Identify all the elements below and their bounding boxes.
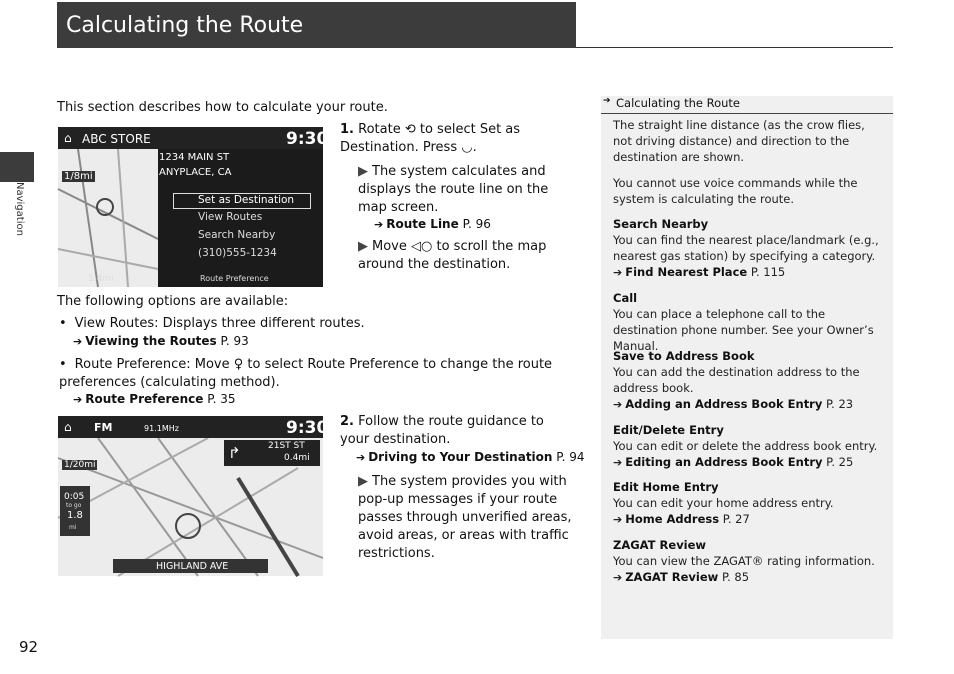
section-edit-delete	[613, 422, 881, 471]
ref-arrow-icon: ➔	[73, 393, 83, 406]
section-ref-label[interactable]: Editing an Address Book Entry	[625, 455, 823, 469]
screen2-time: 9:30	[286, 418, 329, 438]
screen1-time: 9:30	[286, 129, 329, 149]
eta-time: 0:05	[64, 492, 85, 502]
section-ref-label[interactable]: Home Address	[625, 512, 720, 526]
menu-call-number[interactable]: (310)555-1234	[198, 247, 277, 259]
bullet-dot: •	[59, 357, 67, 372]
nav-screen-destination	[58, 127, 329, 287]
step2	[340, 413, 572, 449]
section-title: Edit Home Entry	[613, 480, 719, 494]
ref-driving-label[interactable]: Driving to Your Destination	[368, 450, 553, 464]
ref-viewing-routes-label[interactable]: Viewing the Routes	[85, 334, 217, 348]
section-ref-label[interactable]: Adding an Address Book Entry	[625, 397, 823, 411]
menu-search-nearby[interactable]: Search Nearby	[198, 229, 276, 241]
menu-view-routes[interactable]: View Routes	[198, 211, 263, 223]
title-rule	[576, 47, 893, 48]
eta-distance: 1.8	[67, 510, 83, 521]
option-view-routes	[59, 315, 559, 333]
step1-text-a: Rotate	[358, 122, 401, 137]
section-ref-label[interactable]: ZAGAT Review	[625, 570, 719, 584]
ref-route-preference-page[interactable]: P. 35	[207, 392, 236, 406]
triangle-bullet-icon: ▶	[358, 474, 368, 489]
ref-driving-destination[interactable]	[356, 450, 585, 464]
screen2-scale: 1/20mi	[64, 460, 96, 470]
ref-arrow-icon: ➔	[356, 451, 366, 464]
section-ref[interactable]	[613, 570, 749, 584]
step1: 1. Rotate ⟲ to select Set as Destination. Press ◡.	[340, 122, 521, 155]
screen1-distance: 1.4mi	[88, 274, 114, 284]
step1-text-c: . Press	[414, 140, 458, 155]
ref-arrow-icon: ➔	[613, 513, 623, 526]
option-route-preference-desc-b: to select	[247, 357, 304, 372]
section-save-address-book	[613, 348, 881, 413]
title-bar	[57, 2, 576, 48]
section-body: You can add the destination address to the address book.	[613, 365, 860, 395]
section-edit-home	[613, 479, 881, 528]
step2-bullet	[358, 473, 574, 563]
option-route-preference	[59, 356, 559, 392]
scroll-dial-icon: ◁○	[411, 239, 433, 254]
ref-arrow-icon: ➔	[73, 335, 83, 348]
ref-arrow-icon: ➔	[613, 266, 623, 279]
triangle-bullet-icon: ▶	[358, 164, 368, 179]
home-icon: ⌂	[64, 131, 72, 145]
section-body: You can edit your home address entry.	[613, 496, 834, 510]
section-title: Save to Address Book	[613, 349, 755, 363]
screen2-dist: 0.4mi	[284, 453, 310, 463]
section-title: Edit/Delete Entry	[613, 423, 724, 437]
step1-bold: Set as Destination	[340, 122, 521, 155]
move-dial-icon: ♀	[233, 357, 244, 372]
sidebar-arrow-icon: ➔	[603, 96, 611, 106]
ref-arrow-icon: ➔	[613, 571, 623, 584]
step1-number: 1.	[340, 122, 354, 137]
map-roads	[58, 149, 158, 287]
section-body: You can view the ZAGAT® rating information.	[613, 554, 875, 568]
section-title: Call	[613, 291, 638, 305]
sidebar-heading-text: Calculating the Route	[616, 96, 740, 110]
section-ref[interactable]	[613, 455, 853, 469]
section-ref-page[interactable]: P. 85	[721, 570, 750, 584]
address-line1: 1234 MAIN ST	[159, 152, 230, 163]
triangle-bullet-icon: ▶	[358, 239, 368, 254]
screen1-scale: 1/8mi	[64, 171, 93, 182]
section-body: You can place a telephone call to the destination phone number. See your Owner’s Manual.	[613, 307, 874, 353]
section-call	[613, 290, 881, 354]
section-zagat	[613, 537, 881, 586]
section-ref[interactable]	[613, 397, 853, 411]
nav-screen-guidance	[58, 416, 329, 576]
screen2-band: FM	[94, 421, 113, 434]
step1-text-b: to select	[419, 122, 476, 137]
section-ref-label[interactable]: Find Nearest Place	[625, 265, 748, 279]
screen1-store: ABC STORE	[82, 132, 151, 146]
side-tab-label: Navigation	[14, 182, 25, 236]
step1-bullet2-text-a: Move	[372, 239, 407, 254]
map-area	[58, 149, 158, 287]
ref-route-line-page[interactable]: P. 96	[462, 217, 491, 231]
options-intro: The following options are available:	[57, 294, 289, 309]
ref-route-preference-label[interactable]: Route Preference	[85, 392, 204, 406]
section-ref-page[interactable]: P. 25	[826, 455, 854, 469]
option-view-routes-label: View Routes	[74, 316, 155, 331]
turn-arrow-icon: ↱	[228, 444, 241, 462]
section-title: Search Nearby	[613, 217, 709, 231]
option-route-preference-label: Route Preference	[74, 357, 187, 372]
ref-viewing-routes-page[interactable]: P. 93	[220, 334, 249, 348]
option-view-routes-desc: : Displays three different routes.	[154, 316, 365, 331]
ref-driving-page[interactable]: P. 94	[556, 450, 585, 464]
option-route-preference-bold: Route Preference	[307, 357, 419, 372]
step1-bullet2	[358, 238, 572, 274]
home-icon: ⌂	[64, 420, 72, 434]
side-tab	[0, 152, 34, 182]
step2-number: 2.	[340, 414, 354, 429]
ref-arrow-icon: ➔	[613, 456, 623, 469]
eta-unit: mi	[69, 524, 77, 531]
section-body: You can find the nearest place/landmark (e.g., nearest gas station) by specifying a category.	[613, 233, 879, 263]
ref-arrow-icon: ➔	[374, 218, 384, 231]
step2-bullet-text: The system provides you with pop-up messages if your route passes through unverified areas, avoid areas, or areas with traffic restrictions.	[358, 474, 572, 561]
press-dial-icon: ◡	[461, 140, 473, 155]
sidebar-p2: You cannot use voice commands while the system is calculating the route.	[613, 176, 858, 206]
screen2-street: 21ST ST	[268, 441, 305, 451]
section-ref-page[interactable]: P. 23	[826, 397, 854, 411]
section-ref[interactable]	[613, 265, 785, 279]
step2-text: Follow the route guidance to your destination.	[340, 414, 544, 447]
section-ref-page[interactable]: P. 115	[750, 265, 786, 279]
step1-bullet1-text: The system calculates and displays the route line on the map screen.	[358, 164, 549, 215]
screen2-bottom-street: HIGHLAND AVE	[156, 561, 229, 572]
section-body: You can edit or delete the address book entry.	[613, 439, 878, 453]
step1-bullet1	[358, 163, 572, 217]
menu-set-as-destination[interactable]: Set as Destination	[198, 194, 295, 206]
section-ref[interactable]	[613, 512, 750, 526]
address-line2: ANYPLACE, CA	[159, 167, 232, 178]
ref-route-preference[interactable]	[73, 392, 235, 406]
ref-arrow-icon: ➔	[613, 398, 623, 411]
route-preference-footer[interactable]: Route Preference	[200, 274, 269, 283]
ref-viewing-routes[interactable]	[73, 334, 249, 348]
ref-route-line-label[interactable]: Route Line	[386, 217, 459, 231]
option-route-preference-desc-a: : Move	[186, 357, 230, 372]
eta-label: to go	[66, 502, 82, 509]
sidebar-heading	[601, 96, 893, 114]
section-ref-page[interactable]: P. 27	[722, 512, 750, 526]
step1-bullet2-text-b: to scroll the map around the destination.	[358, 239, 547, 272]
intro-text: This section describes how to calculate your route.	[57, 100, 388, 115]
page-title: Calculating the Route	[66, 13, 304, 38]
bullet-dot: •	[59, 316, 67, 331]
section-title: ZAGAT Review	[613, 538, 707, 552]
screen2-freq: 91.1MHz	[144, 424, 179, 433]
section-search-nearby	[613, 216, 881, 281]
sidebar-p1: The straight line distance (as the crow flies, not driving distance) and direction to the destination are shown.	[613, 118, 865, 164]
option-route-preference-desc-c: to change the route preferences (calculating method).	[59, 357, 553, 390]
interface-dial-icon: ⟲	[404, 122, 416, 137]
ref-route-line[interactable]	[374, 217, 491, 231]
page-number: 92	[19, 638, 39, 656]
